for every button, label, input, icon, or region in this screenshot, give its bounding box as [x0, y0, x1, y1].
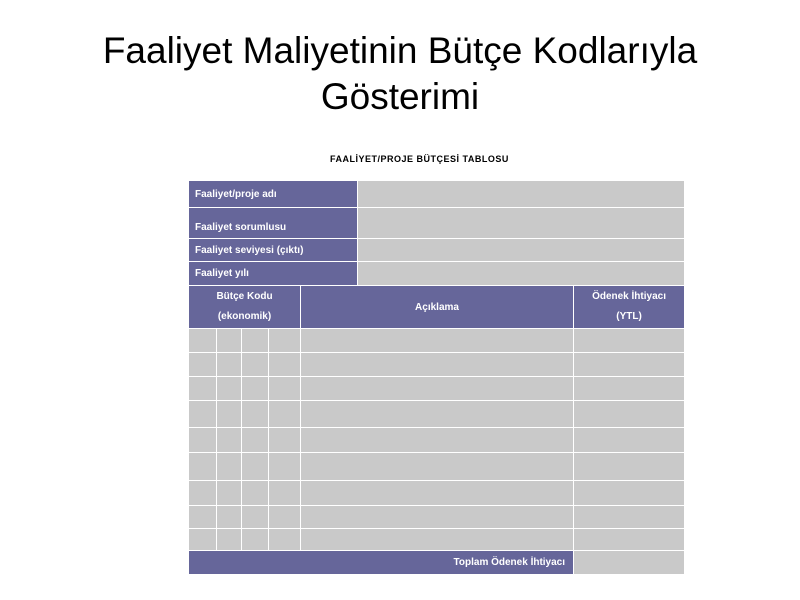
appropriation-cell[interactable]	[574, 353, 685, 377]
total-value-cell[interactable]	[574, 551, 685, 575]
info-value-activity-name[interactable]	[358, 181, 685, 208]
table-row	[189, 353, 685, 377]
description-cell[interactable]	[301, 377, 574, 401]
code-cell-1[interactable]	[189, 506, 217, 529]
code-cell-4[interactable]	[269, 377, 301, 401]
code-cell-3[interactable]	[242, 329, 269, 353]
info-value-activity-year[interactable]	[358, 262, 685, 286]
info-label-activity-name: Faaliyet/proje adı	[189, 181, 358, 208]
code-cell-1[interactable]	[189, 481, 217, 506]
code-cell-2[interactable]	[217, 506, 242, 529]
code-cell-1[interactable]	[189, 329, 217, 353]
data-rows	[189, 329, 685, 551]
code-cell-2[interactable]	[217, 329, 242, 353]
table-row	[189, 377, 685, 401]
info-value-activity-owner[interactable]	[358, 208, 685, 239]
table-row	[189, 506, 685, 529]
slide-title-line-2: Gösterimi	[320, 76, 480, 117]
table-row	[189, 481, 685, 506]
code-cell-1[interactable]	[189, 529, 217, 551]
total-row	[189, 551, 685, 575]
description-cell[interactable]	[301, 481, 574, 506]
info-value-activity-level[interactable]	[358, 239, 685, 262]
info-row-activity-year	[189, 262, 685, 286]
code-cell-3[interactable]	[242, 481, 269, 506]
code-cell-2[interactable]	[217, 453, 242, 481]
table-row	[189, 401, 685, 428]
appropriation-header	[574, 286, 685, 329]
code-cell-2[interactable]	[217, 353, 242, 377]
slide-title-line-1: Faaliyet Maliyetinin Bütçe Kodlarıyla	[102, 30, 698, 71]
code-cell-3[interactable]	[242, 401, 269, 428]
code-cell-4[interactable]	[269, 481, 301, 506]
appropriation-cell[interactable]	[574, 329, 685, 353]
info-row-activity-name	[189, 181, 685, 208]
info-label-activity-year: Faaliyet yılı	[189, 262, 358, 286]
code-cell-4[interactable]	[269, 353, 301, 377]
info-label-activity-owner: Faaliyet sorumlusu	[189, 208, 358, 239]
appropriation-cell[interactable]	[574, 481, 685, 506]
code-cell-4[interactable]	[269, 506, 301, 529]
info-label-activity-level: Faaliyet seviyesi (çıktı)	[189, 239, 358, 262]
description-cell[interactable]	[301, 506, 574, 529]
info-row-activity-level	[189, 239, 685, 262]
code-cell-1[interactable]	[189, 428, 217, 453]
appropriation-cell[interactable]	[574, 377, 685, 401]
code-cell-2[interactable]	[217, 377, 242, 401]
appropriation-header-line-1: Ödenek İhtiyacı	[592, 291, 666, 302]
appropriation-header-line-2: (YTL)	[616, 311, 642, 322]
code-cell-3[interactable]	[242, 428, 269, 453]
code-cell-1[interactable]	[189, 401, 217, 428]
column-header-row	[189, 286, 685, 329]
table-row	[189, 453, 685, 481]
code-cell-1[interactable]	[189, 353, 217, 377]
budget-table	[188, 180, 685, 575]
budget-code-header-line-1: Bütçe Kodu	[216, 291, 273, 302]
table-caption: FAALİYET/PROJE BÜTÇESİ TABLOSU	[330, 154, 509, 164]
code-cell-2[interactable]	[217, 428, 242, 453]
code-cell-4[interactable]	[269, 453, 301, 481]
code-cell-4[interactable]	[269, 529, 301, 551]
appropriation-cell[interactable]	[574, 529, 685, 551]
appropriation-cell[interactable]	[574, 453, 685, 481]
appropriation-cell[interactable]	[574, 428, 685, 453]
table-row	[189, 529, 685, 551]
description-cell[interactable]	[301, 453, 574, 481]
description-header: Açıklama	[301, 286, 574, 329]
table-row	[189, 428, 685, 453]
code-cell-2[interactable]	[217, 481, 242, 506]
table-row	[189, 329, 685, 353]
budget-code-header	[189, 286, 301, 329]
code-cell-2[interactable]	[217, 529, 242, 551]
description-cell[interactable]	[301, 529, 574, 551]
code-cell-3[interactable]	[242, 377, 269, 401]
info-row-activity-owner	[189, 208, 685, 239]
code-cell-4[interactable]	[269, 329, 301, 353]
total-label: Toplam Ödenek İhtiyacı	[189, 551, 574, 575]
code-cell-3[interactable]	[242, 529, 269, 551]
code-cell-3[interactable]	[242, 453, 269, 481]
appropriation-cell[interactable]	[574, 506, 685, 529]
slide-title	[0, 28, 800, 120]
description-cell[interactable]	[301, 329, 574, 353]
description-cell[interactable]	[301, 428, 574, 453]
description-cell[interactable]	[301, 353, 574, 377]
appropriation-cell[interactable]	[574, 401, 685, 428]
code-cell-1[interactable]	[189, 377, 217, 401]
description-cell[interactable]	[301, 401, 574, 428]
code-cell-4[interactable]	[269, 401, 301, 428]
budget-code-header-line-2: (ekonomik)	[217, 311, 272, 322]
code-cell-1[interactable]	[189, 453, 217, 481]
code-cell-4[interactable]	[269, 428, 301, 453]
code-cell-3[interactable]	[242, 506, 269, 529]
code-cell-3[interactable]	[242, 353, 269, 377]
code-cell-2[interactable]	[217, 401, 242, 428]
